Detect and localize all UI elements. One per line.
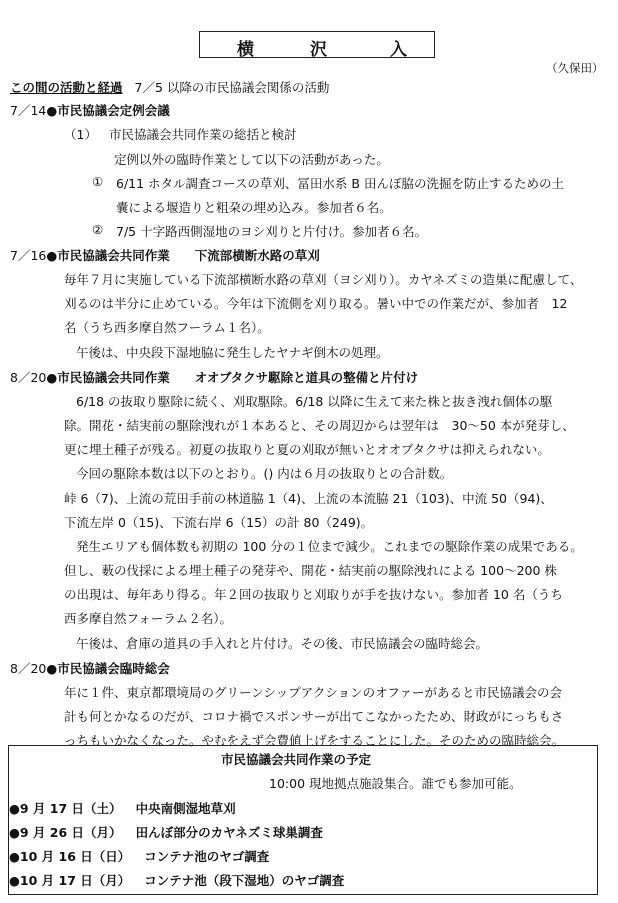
s1-item-num: （1） [64,127,97,142]
s4-line2: 計も何とかなるのだが、コロナ禍でスポンサーが出てこなかったため、財政がにっちもさ [64,709,564,724]
s3-line9: の出現は、毎年あり得る。年２回の抜取りと刈取りが手を抜けない。参加者 10 名（うち [64,587,563,602]
s3-line5: 峠 6（7)、上流の荒田手前の林道脇 1（4)、上流の本流脇 21（103)、中流 50（94)、 [64,491,553,506]
s3-line10: 西多摩自然フォーラム２名）。 [64,611,233,626]
s4-heading: 市民協議会臨時総会 [57,661,170,676]
schedule-note: 10:00 現地拠点施設集合。誰でも参加可能。 [269,776,522,791]
schedule-box [8,745,598,895]
s3-line6: 下流左岸 0（15)、下流右岸 6（15）の計 80（249)。 [64,515,374,530]
intro-heading: この間の活動と経過 [10,80,123,95]
schedule-item-text: コンテナ池（段下湿地）のヤゴ調査 [144,873,345,888]
s3-heading: 市民協議会共同作業 オオブタクサ駆除と道具の整備と片付け [57,370,419,385]
s1-item-text: 市民協議会共同作業の総括と検討 [108,127,297,142]
s4-line1: 年に１件、東京都環境局のグリーンシップアクションのオファーがあると市民協議会の会 [64,685,562,700]
schedule-item-date: ●10 月 17 日（月） [9,873,131,888]
schedule-title: 市民協議会共同作業の予定 [221,752,372,767]
schedule-item-3 [9,847,269,865]
s3-line2: 除。開花・結実前の駆除洩れが１本あると、その周辺からは翌年は 30～50 本が発芽し、 [64,418,575,433]
s1-lead: 定例以外の臨時作業として以下の活動があった。 [114,152,389,167]
schedule-item-4 [9,871,344,889]
schedule-item-text: 中央南側湿地草刈 [135,801,236,816]
s3-line4: 今回の駆除本数は以下のとおり。() 内は６月の抜取りとの合計数。 [76,466,453,481]
schedule-item-date: ●10 月 16 日（日） [9,849,131,864]
s2-line4: 午後は、中央段下湿地脇に発生したヤナギ倒木の処理。 [76,345,389,360]
intro-text: 7／5 以降の市民協議会関係の活動 [134,80,330,95]
s3-line1: 6/18 の抜取り駆除に続く、刈取駆除。6/18 以降に生えて来た株と抜き洩れ個体の駆 [76,394,553,409]
s2-header [10,246,320,264]
s1-sub1-num: ① [92,174,104,189]
s1-item [64,125,296,143]
schedule-item-2 [9,823,323,841]
s4-header [10,659,170,677]
s2-heading: 市民協議会共同作業 下流部横断水路の草刈 [57,248,320,263]
s2-line2: 刈るのは半分に止めている。今年は下流側を刈り取る。暑い中での作業だが、参加者 12 [64,296,568,311]
schedule-item-text: 田んぼ部分のカヤネズミ球巣調査 [135,825,323,840]
s4-date: 8／20● [10,661,58,676]
s1-sub2-text: 7/5 十字路西側湿地のヨシ刈りと片付け。参加者６名。 [116,224,428,239]
title-char-2: 沢 [310,40,327,60]
s3-date: 8／20● [10,370,58,385]
s2-date: 7／16● [10,248,58,263]
s1-sub2-num: ② [92,222,104,237]
s1-sub1-line1: 6/11 ホタル調査コースの草刈、冨田水系 B 田んぼ脇の洗掘を防止するための土 [116,176,564,191]
author: （久保田） [546,61,604,75]
s3-line8: 但し、薮の伐採による埋土種子の発芽や、開花・結実前の駆除洩れによる 100～200 株 [64,563,557,578]
s2-line1: 毎年７月に実施している下流部横断水路の草刈（ヨシ刈り）。カヤネズミの造巣に配慮して、 [64,272,583,287]
s1-heading: 市民協議会定例会議 [57,103,170,118]
title-char-1: 横 [237,40,254,60]
title-char-3: 入 [390,40,407,60]
s3-header [10,368,418,386]
schedule-item-date: ●9 月 26 日（月） [9,825,122,840]
s2-line3: 名（うち西多摩自然フーラム１名）。 [64,320,270,335]
s1-header [10,101,170,119]
schedule-item-1 [9,799,236,817]
intro-line [10,78,329,96]
schedule-item-date: ●9 月 17 日（土） [9,801,122,816]
title-box [199,31,435,58]
s3-line11: 午後は、倉庫の道具の手入れと片付け。その後、市民協議会の臨時総会。 [76,636,489,651]
s1-date: 7／14● [10,103,58,118]
s4-line3: っちもいかなくなった。やむをえず会費値上げをすることにした。そのための臨時総会。 [64,733,565,748]
s1-sub1-line2: 嚢による堰造りと粗朶の埋め込み。参加者６名。 [116,200,392,215]
s3-line3: 更に埋土種子が残る。初夏の抜取りと夏の刈取が無いとオオブタクサは抑えられない。 [64,442,550,457]
s3-line7: 発生エリアも個体数も初期の 100 分の１位まで減少。これまでの駆除作業の成果である。 [76,539,583,554]
schedule-item-text: コンテナ池のヤゴ調査 [144,849,270,864]
